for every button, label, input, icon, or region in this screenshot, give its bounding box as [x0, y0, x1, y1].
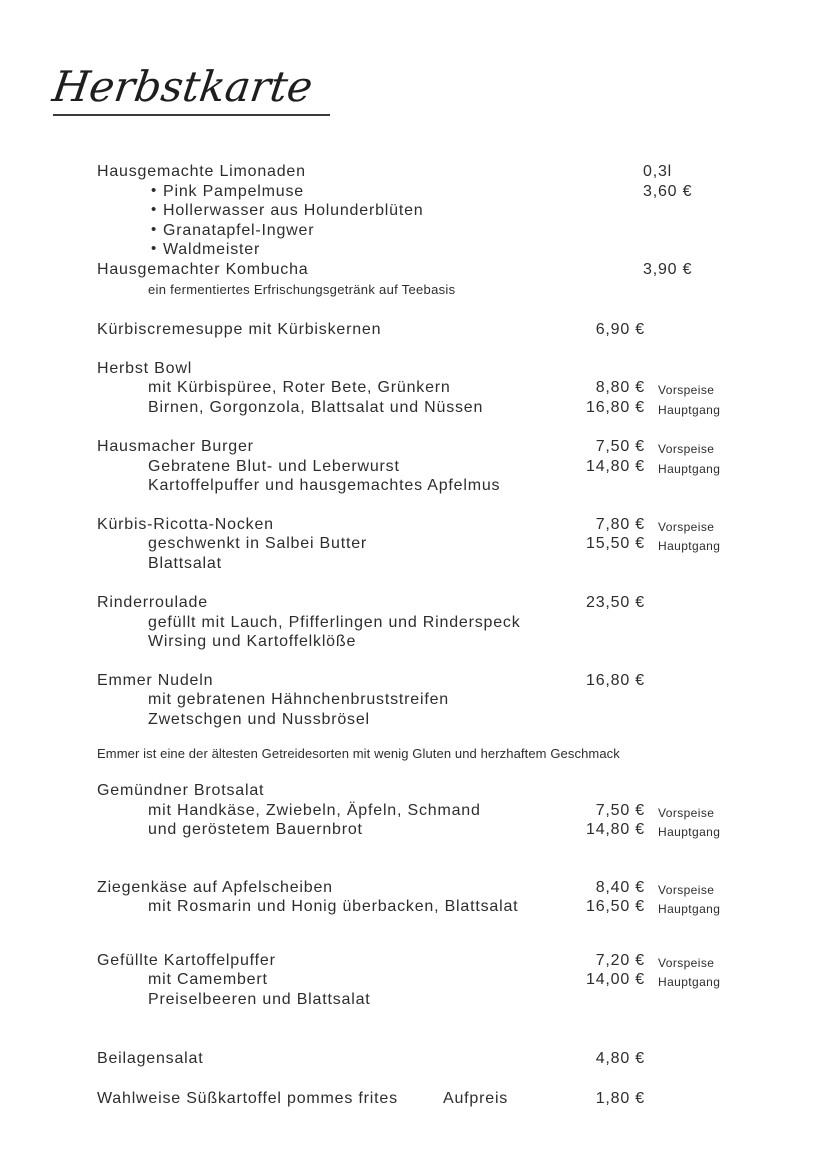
course-label: Hauptgang [658, 902, 721, 916]
page-title: Herbstkarte [49, 62, 316, 111]
course-label: Vorspeise [658, 442, 715, 456]
item-description: geschwenkt in Salbei Butter [148, 535, 368, 552]
price: 15,50 € [586, 535, 645, 552]
bullet-icon: • [151, 240, 158, 257]
menu-section-emmer-hinweis [97, 745, 809, 762]
menu-row [97, 320, 809, 340]
item-name: Herbst Bowl [97, 359, 193, 377]
menu-section-gemuendner-brotsalat [97, 781, 809, 840]
price: 1,80 € [595, 1089, 645, 1107]
menu-row [97, 801, 809, 821]
price: 14,00 € [586, 971, 645, 988]
price: 8,40 € [595, 878, 645, 896]
price: 16,80 € [586, 671, 645, 689]
item-name: Kürbiscremesuppe mit Kürbiskernen [97, 321, 382, 338]
menu-row [97, 878, 809, 898]
item-name: Gemündner Brotsalat [97, 782, 265, 799]
menu-row [97, 221, 809, 241]
item-description: mit Camembert [148, 971, 268, 988]
surcharge-label: Aufpreis [443, 1089, 509, 1107]
menu-row [97, 613, 809, 633]
bullet-icon: • [151, 201, 158, 218]
menu-section-emmer-nudeln [97, 671, 809, 730]
item-description: mit gebratenen Hähnchenbruststreifen [148, 691, 449, 708]
menu-section-kuerbiscremesuppe [97, 320, 809, 340]
item-description: Waldmeister [163, 241, 261, 258]
item-description: Gebratene Blut- und Leberwurst [148, 457, 400, 475]
menu-row [97, 457, 809, 477]
menu-section-gefuellte-kartoffelpuffer [97, 951, 809, 1010]
menu [97, 162, 809, 1108]
item-name: Hausgemachter Kombucha [97, 260, 309, 278]
item-name: Hausgemachte Limonaden [97, 163, 306, 180]
item-name: Ziegenkäse auf Apfelscheiben [97, 878, 333, 896]
price: 8,80 € [595, 379, 645, 396]
item-description: mit Rosmarin und Honig überbacken, Blattsalat [148, 898, 519, 915]
menu-row [97, 281, 809, 299]
item-name: Wahlweise Süßkartoffel pommes frites [97, 1089, 398, 1107]
menu-row [97, 632, 809, 652]
course-label: Vorspeise [658, 805, 715, 820]
menu-row [97, 1089, 809, 1109]
menu-row [97, 970, 809, 990]
item-description: Kartoffelpuffer und hausgemachtes Apfelmus [148, 477, 501, 494]
menu-section-rinderroulade [97, 593, 809, 652]
menu-row [97, 745, 809, 762]
menu-row [97, 710, 809, 730]
menu-row [97, 182, 809, 202]
item-name: Gefüllte Kartoffelpuffer [97, 951, 276, 969]
item-description: Wirsing und Kartoffelklöße [148, 633, 357, 650]
menu-row [97, 1049, 809, 1069]
menu-row [97, 260, 809, 280]
price: 14,80 € [586, 821, 645, 838]
course-label: Hauptgang [658, 402, 721, 417]
item-name: Rinderroulade [97, 594, 208, 611]
course-label: Vorspeise [658, 519, 715, 534]
menu-note: Emmer ist eine der ältesten Getreidesorten mit wenig Gluten und herzhaftem Geschmack [97, 746, 620, 761]
menu-row [97, 437, 809, 457]
price: 7,50 € [595, 438, 645, 455]
menu-row [97, 820, 809, 840]
course-label: Vorspeise [658, 383, 715, 397]
menu-row [97, 201, 809, 221]
menu-row [97, 534, 809, 554]
price: 4,80 € [595, 1050, 645, 1067]
menu-section-kuerbis-ricotta-nocken [97, 515, 809, 574]
price: 16,80 € [586, 398, 645, 416]
item-description: Blattsalat [148, 554, 222, 572]
item-name: Beilagensalat [97, 1050, 204, 1067]
title-underline [49, 62, 330, 116]
menu-note: ein fermentiertes Erfrischungsgetränk auf Teebasis [148, 282, 456, 297]
menu-row [97, 240, 809, 260]
item-description: gefüllt mit Lauch, Pfifferlingen und Rinderspeck [148, 613, 521, 631]
course-label: Hauptgang [658, 825, 721, 839]
course-label: Vorspeise [658, 882, 715, 897]
price: 3,90 € [643, 260, 693, 278]
price: 14,80 € [586, 457, 645, 475]
course-label: Vorspeise [658, 955, 715, 970]
menu-row [97, 398, 809, 418]
menu-section-beilagensalat [97, 1049, 809, 1069]
price: 7,20 € [595, 951, 645, 969]
item-name: Kürbis-Ricotta-Nocken [97, 515, 274, 533]
item-description: Hollerwasser aus Holunderblüten [163, 202, 424, 219]
menu-row [97, 476, 809, 496]
course-label: Hauptgang [658, 539, 721, 553]
item-description: Preiselbeeren und Blattsalat [148, 990, 371, 1008]
menu-row [97, 690, 809, 710]
menu-row [97, 593, 809, 613]
menu-row [97, 897, 809, 917]
item-description: mit Kürbispüree, Roter Bete, Grünkern [148, 379, 451, 396]
menu-row [97, 554, 809, 574]
page-header [49, 62, 330, 116]
menu-section-hausgemachte-limonaden [97, 162, 809, 299]
price: 7,50 € [595, 801, 645, 819]
price: 23,50 € [586, 594, 645, 611]
price: 16,50 € [586, 898, 645, 915]
menu-row [97, 359, 809, 379]
item-description: Zwetschgen und Nussbrösel [148, 710, 370, 728]
menu-row [97, 990, 809, 1010]
item-description: und geröstetem Bauernbrot [148, 821, 363, 838]
bullet-icon: • [151, 181, 158, 199]
menu-section-hausmacher-burger [97, 437, 809, 496]
course-label: Hauptgang [658, 975, 721, 989]
menu-row [97, 378, 809, 398]
menu-row [97, 515, 809, 535]
menu-row [97, 781, 809, 801]
item-description: Granatapfel-Ingwer [163, 221, 315, 239]
price: 6,90 € [595, 321, 645, 338]
item-description: Birnen, Gorgonzola, Blattsalat und Nüssen [148, 398, 484, 416]
menu-row [97, 671, 809, 691]
item-name: Hausmacher Burger [97, 438, 254, 455]
price: 0,3l [643, 163, 672, 180]
menu-row [97, 951, 809, 971]
bullet-icon: • [151, 220, 158, 238]
price: 3,60 € [643, 182, 693, 200]
menu-row [97, 162, 809, 182]
menu-section-herbst-bowl [97, 359, 809, 418]
menu-section-suesskartoffel-pommes [97, 1089, 809, 1109]
menu-section-ziegenkaese-apfelscheiben [97, 878, 809, 917]
price: 7,80 € [595, 515, 645, 533]
item-description: mit Handkäse, Zwiebeln, Äpfeln, Schmand [148, 801, 481, 819]
course-label: Hauptgang [658, 461, 721, 476]
item-description: Pink Pampelmuse [163, 182, 304, 200]
item-name: Emmer Nudeln [97, 671, 214, 689]
